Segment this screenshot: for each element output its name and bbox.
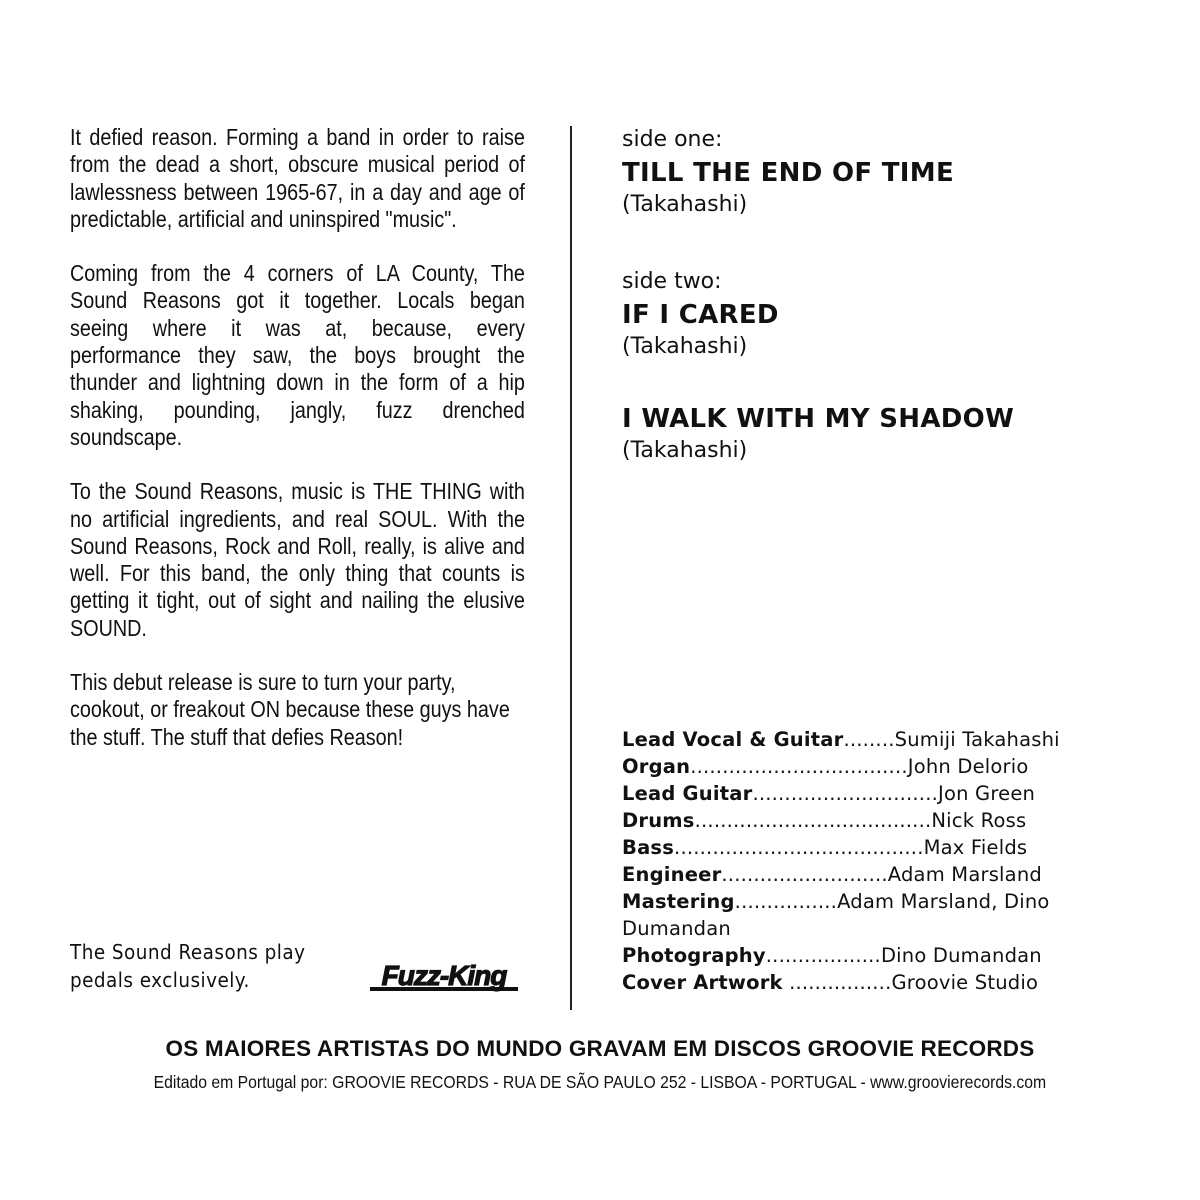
credit-dots: .......................................: [674, 836, 924, 859]
credit-row: [622, 780, 1127, 807]
side-two-label: side two:: [622, 269, 722, 294]
credit-row-continuation: [622, 915, 1127, 942]
side-two-track-1-composer: (Takahashi): [622, 334, 748, 359]
credit-name: Sumiji Takahashi: [894, 728, 1060, 751]
credit-role: Mastering: [622, 890, 735, 913]
credit-dots: ..................................: [690, 755, 908, 778]
credit-dots: ..........................: [721, 863, 888, 886]
fuzz-king-logo: [366, 954, 522, 994]
credit-name: Nick Ross: [931, 809, 1027, 832]
credit-role: Lead Guitar: [622, 782, 753, 805]
credit-row: [622, 834, 1127, 861]
column-divider: [570, 126, 572, 1010]
credit-role: Bass: [622, 836, 675, 859]
credit-name: Groovie Studio: [891, 971, 1039, 994]
credit-role: Cover Artwork: [622, 971, 783, 994]
credit-name: Adam Marsland, Dino: [837, 890, 1050, 913]
credit-row: [622, 807, 1127, 834]
liner-paragraph-2: Coming from the 4 corners of LA County, The Sound Reasons got it together. Locals began seeing where it was at, because, every performance they saw, the boys brought the thunder and lightning down in the form of a hip shaking, pounding, jangly, fuzz drenched soundscape.: [70, 260, 525, 450]
side-one-track-title: TILL THE END OF TIME: [622, 158, 955, 188]
credit-dots: ................: [782, 971, 892, 994]
credit-role: Organ: [622, 755, 691, 778]
credit-dots: .....................................: [694, 809, 932, 832]
credit-role: Drums: [622, 809, 695, 832]
side-two-track-2-composer: (Takahashi): [622, 438, 748, 463]
side-one-label: side one:: [622, 127, 723, 152]
pedals-note-line-2: pedals exclusively.: [70, 968, 250, 992]
credit-name: Dumandan: [622, 917, 731, 940]
side-one-track-composer: (Takahashi): [622, 192, 748, 217]
fuzz-king-logo-text: Fuzz-King: [381, 960, 507, 991]
credit-row: [622, 753, 1127, 780]
pedals-note: [70, 938, 326, 994]
credit-dots: ................: [734, 890, 838, 913]
footer-imprint: Editado em Portugal por: GROOVIE RECORDS - RUA DE SÃO PAULO 252 - LISBOA - PORTUGAL - www.groovierecords.com: [153, 1072, 1047, 1092]
side-two-track-1-title: IF I CARED: [622, 300, 779, 330]
credit-dots: .............................: [752, 782, 938, 805]
liner-notes: [70, 124, 525, 778]
credit-role: Lead Vocal & Guitar: [622, 728, 844, 751]
credit-name: Jon Green: [938, 782, 1036, 805]
credit-name: Dino Dumandan: [880, 944, 1042, 967]
credit-dots: ..................: [765, 944, 881, 967]
liner-paragraph-1: It defied reason. Forming a band in order to raise from the dead a short, obscure musical period of lawlessness between 1965-67, in a day and age of predictable, artificial and uninspired "music".: [70, 124, 525, 232]
tracklist: [622, 126, 1142, 466]
credit-row: [622, 969, 1127, 996]
credit-name: Max Fields: [923, 836, 1028, 859]
credit-row: [622, 726, 1127, 753]
pedals-note-line-1: The Sound Reasons play: [70, 940, 306, 964]
footer-slogan: OS MAIORES ARTISTAS DO MUNDO GRAVAM EM DISCOS GROOVIE RECORDS: [165, 1036, 1035, 1061]
credit-dots: ........: [843, 728, 895, 751]
credit-row: [622, 942, 1127, 969]
credit-row: [622, 861, 1127, 888]
credit-name: John Delorio: [907, 755, 1029, 778]
liner-paragraph-3: To the Sound Reasons, music is THE THING with no artificial ingredients, and real SOUL. With the Sound Reasons, Rock and Roll, really, is alive and well. For this band, the only thing that counts is getting it tight, out of sight and nailing the elusive SOUND.: [70, 478, 525, 641]
side-two-track-2-title: I WALK WITH MY SHADOW: [622, 404, 1015, 434]
credit-row: [622, 888, 1127, 915]
credit-name: Adam Marsland: [887, 863, 1042, 886]
credits-list: [622, 726, 1127, 996]
credit-role: Engineer: [622, 863, 722, 886]
credit-role: Photography: [622, 944, 766, 967]
footer-imprint-wrap: [0, 1072, 1200, 1093]
liner-paragraph-4: This debut release is sure to turn your party, cookout, or freakout ON because these guys have the stuff. The stuff that defies Reason!: [70, 669, 510, 750]
